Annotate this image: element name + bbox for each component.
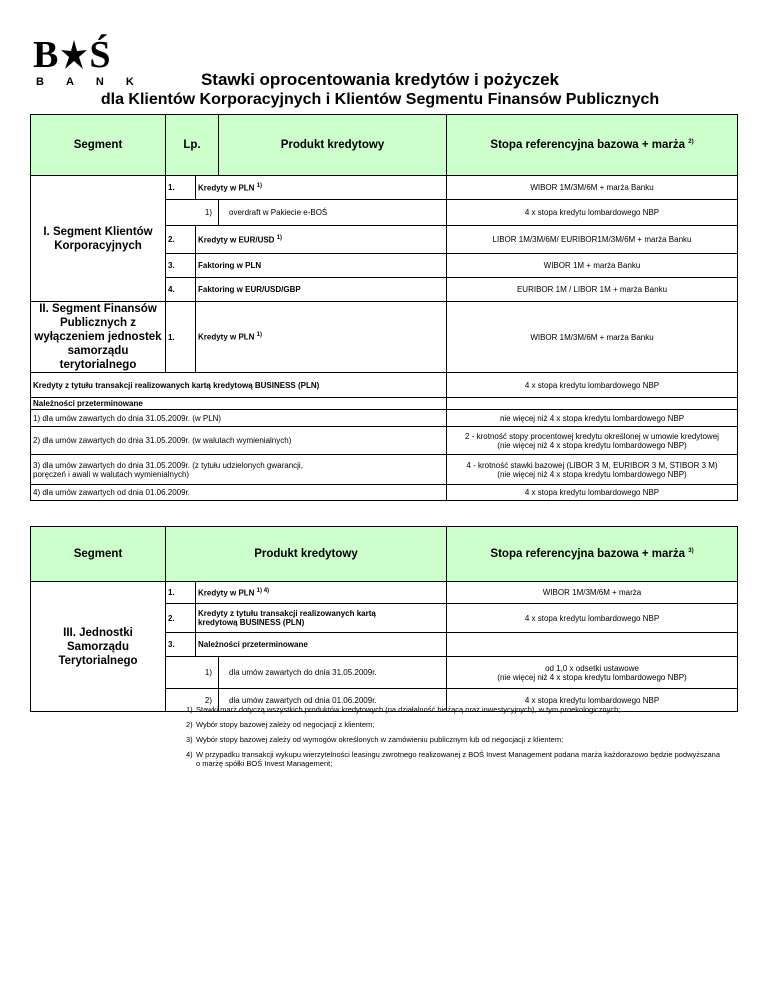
footnote: 3) Wybór stopy bazowej zależy od wymogów określonych w zamówieniu publicznym lub od negocjacji z klientem; bbox=[186, 735, 564, 744]
page-title: Stawki oprocentowania kredytów i pożyczek bbox=[200, 70, 560, 89]
table-row: III. Jednostki Samorządu Terytorialnego 1. Kredyty w PLN $^{1) 4)}$ WIBOR 1M/3M/6M + marża bbox=[31, 582, 738, 604]
table-row: 2. Kredyty w EUR/USD $^{1)}$ LIBOR 1M/3M/6M/ EURIBOR1M/3M/6M + marża Banku bbox=[31, 226, 738, 254]
segment-label: II. Segment Finansów Publicznych z wyłączeniem jednostek samorządu terytorialnego bbox=[31, 302, 166, 373]
table-row: I. Segment Klientów Korporacyjnych 1. Kredyty w PLN $^{1)}$ WIBOR 1M/3M/6M + marża Banku bbox=[31, 176, 738, 200]
rates-table-local-government bbox=[30, 526, 738, 712]
footnote: 1) Stawki marż dotyczą wszystkich produktów kredytowych (na działalność bieżącą oraz inwestycyjnych), w tym proekologicznych; bbox=[186, 705, 621, 714]
header-segment: Segment bbox=[31, 115, 166, 176]
table-row: 3. Należności przeterminowane bbox=[31, 633, 738, 657]
table-row: 1) dla umów zawartych do dnia 31.05.2009r. od 1,0 x odsetki ustawowe (nie więcej niż 4 x stopa kredytu lombardowego NBP) bbox=[31, 657, 738, 689]
header-rate: Stopa referencyjna bazowa + marża $^{3)}$ bbox=[447, 527, 738, 582]
table-row: Należności przeterminowane bbox=[31, 398, 738, 410]
table-row: 3) dla umów zawartych do dnia 31.05.2009r. (z tytułu udzielonych gwarancji, poręczeń i awali w walutach wymienialnych) 4 - krotność stawki bazowej (LIBOR 3 M, EURIBOR 3 M, STIBOR 3 M) (nie więcej niż 4 x stopa kredytu lombardowego NBP) bbox=[31, 455, 738, 485]
footnote: 2) Wybór stopy bazowej zależy od negocjacji z klientem; bbox=[186, 720, 375, 729]
table-row: II. Segment Finansów Publicznych z wyłączeniem jednostek samorządu terytorialnego 1. Kredyty w PLN $^{1)}$ WIBOR 1M/3M/6M + marża Banku bbox=[31, 302, 738, 373]
table-row: 1) overdraft w Pakiecie e-BOŚ 4 x stopa kredytu lombardowego NBP bbox=[31, 200, 738, 226]
header-rate: Stopa referencyjna bazowa + marża $^{2)}$ bbox=[447, 115, 738, 176]
table-row: 2) dla umów zawartych do dnia 31.05.2009r. (w walutach wymienialnych) 2 - krotność stopy procentowej kredytu określonej w umowie kredytowej (nie więcej niż 4 x stopa kredytu lombardowego NBP) bbox=[31, 427, 738, 455]
header-lp: Lp. bbox=[166, 115, 219, 176]
segment-label: I. Segment Klientów Korporacyjnych bbox=[31, 176, 166, 302]
table-row: 2) dla umów zawartych od dnia 01.06.2009r. 4 x stopa kredytu lombardowego NBP bbox=[31, 689, 738, 712]
footnotes bbox=[186, 705, 726, 774]
footnote: 4) W przypadku transakcji wykupu wierzytelności leasingu zwrotnego realizowanej z BOŚ Invest Management podana marża każdorazowo będzie podwyższana o marżę spółki BOŚ Invest Management; bbox=[186, 750, 721, 768]
header-product: Produkt kredytowy bbox=[166, 527, 447, 582]
header-product: Produkt kredytowy bbox=[219, 115, 447, 176]
rates-table-corporate bbox=[30, 114, 738, 501]
table-row: 1) dla umów zawartych do dnia 31.05.2009r. (w PLN) nie więcej niż 4 x stopa kredytu lombardowego NBP bbox=[31, 410, 738, 427]
table-row: 3. Faktoring w PLN WIBOR 1M + marża Banku bbox=[31, 254, 738, 278]
table-row: 4) dla umów zawartych od dnia 01.06.2009r. 4 x stopa kredytu lombardowego NBP bbox=[31, 485, 738, 501]
table-row: 2. Kredyty z tytułu transakcji realizowanych kartą kredytową BUSINESS (PLN) 4 x stopa kredytu lombardowego NBP bbox=[31, 604, 738, 633]
header-segment: Segment bbox=[31, 527, 166, 582]
table-row: 4. Faktoring w EUR/USD/GBP EURIBOR 1M / LIBOR 1M + marża Banku bbox=[31, 278, 738, 302]
bos-bank-logo: B Ś BANK bbox=[33, 34, 156, 88]
segment-label: III. Jednostki Samorządu Terytorialnego bbox=[31, 582, 166, 712]
table-header-row bbox=[31, 115, 738, 176]
page-subtitle: dla Klientów Korporacyjnych i Klientów Segmentu Finansów Publicznych bbox=[100, 91, 660, 108]
table-row: Kredyty z tytułu transakcji realizowanych kartą kredytową BUSINESS (PLN) 4 x stopa kredytu lombardowego NBP bbox=[31, 373, 738, 398]
table-header-row bbox=[31, 527, 738, 582]
star-logo-icon bbox=[60, 39, 88, 71]
